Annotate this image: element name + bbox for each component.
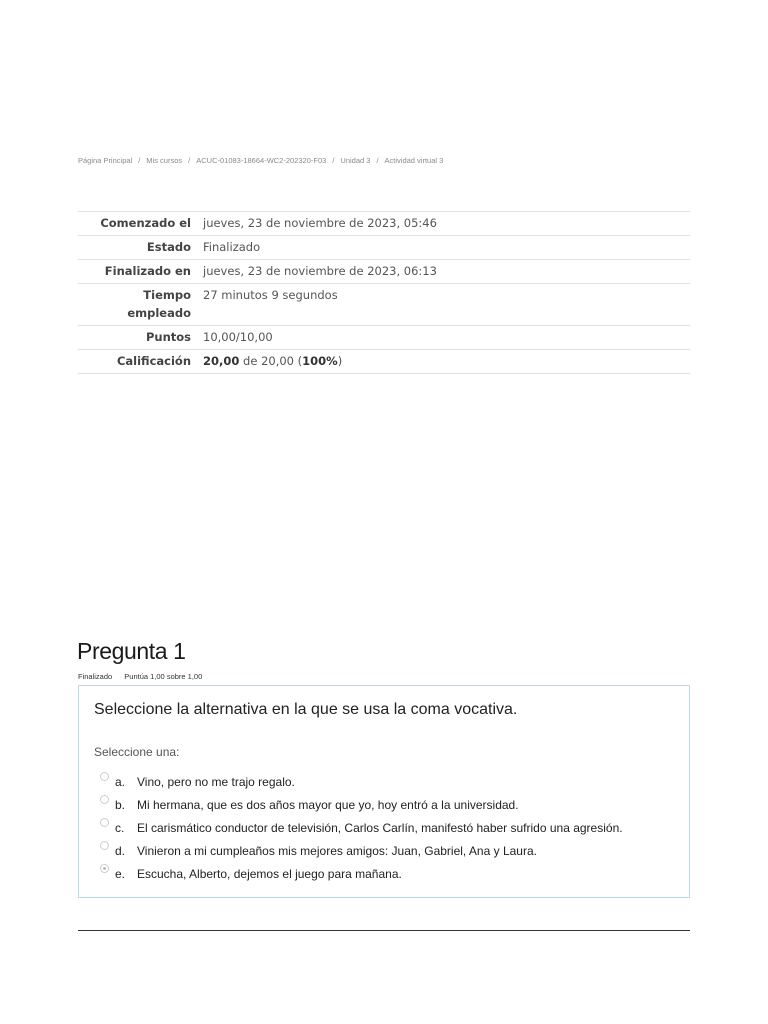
grade-score: 20,00	[203, 354, 240, 368]
answer-option-a[interactable]	[100, 770, 623, 793]
summary-row-marks	[78, 326, 690, 350]
radio-button[interactable]	[100, 772, 109, 781]
breadcrumb	[78, 156, 443, 165]
answer-text: Vino, pero no me trajo regalo.	[137, 774, 295, 789]
summary-label: Estado	[146, 240, 191, 254]
summary-label: Calificación	[116, 354, 191, 368]
breadcrumb-separator: /	[188, 156, 191, 165]
summary-row-state	[78, 236, 690, 260]
grade-close: )	[337, 354, 343, 368]
summary-value: 27 minutos 9 segundos	[203, 288, 338, 302]
answer-letter: b.	[115, 797, 126, 812]
breadcrumb-unit-link[interactable]: Unidad 3	[340, 156, 371, 165]
summary-label: Puntos	[145, 330, 191, 344]
summary-label: Finalizado en	[104, 264, 191, 278]
question-info	[78, 672, 202, 681]
summary-value: jueves, 23 de noviembre de 2023, 05:46	[203, 216, 437, 230]
question-state: Finalizado	[78, 672, 113, 681]
breadcrumb-my-courses-link[interactable]: Mis cursos	[146, 156, 183, 165]
summary-row-finished	[78, 260, 690, 284]
summary-row-started	[78, 212, 690, 236]
breadcrumb-separator: /	[376, 156, 379, 165]
summary-row-time-taken	[78, 284, 690, 326]
answer-prompt: Seleccione una:	[94, 745, 180, 759]
radio-button-selected[interactable]	[100, 864, 109, 873]
breadcrumb-separator: /	[332, 156, 335, 165]
grade-of-text: de 20,00 (	[239, 354, 303, 368]
answer-option-d[interactable]	[100, 839, 623, 862]
summary-value: Finalizado	[203, 240, 261, 254]
radio-button[interactable]	[100, 818, 109, 827]
question-title: Pregunta 1	[77, 638, 186, 664]
answer-text: Vinieron a mi cumpleaños mis mejores amigos: Juan, Gabriel, Ana y Laura.	[137, 843, 537, 858]
answer-text: Escucha, Alberto, dejemos el juego para mañana.	[137, 866, 402, 881]
breadcrumb-home-link[interactable]: Página Principal	[78, 156, 133, 165]
breadcrumb-activity-link[interactable]: Actividad virtual 3	[384, 156, 444, 165]
answer-option-b[interactable]	[100, 793, 623, 816]
summary-value: jueves, 23 de noviembre de 2023, 06:13	[203, 264, 437, 278]
answer-text: El carismático conductor de televisión, Carlos Carlín, manifestó haber sufrido una agresión.	[137, 820, 623, 835]
question-text: Seleccione la alternativa en la que se usa la coma vocativa.	[94, 701, 518, 718]
breadcrumb-separator: /	[138, 156, 141, 165]
question-content-box	[78, 685, 690, 898]
radio-button[interactable]	[100, 841, 109, 850]
answer-letter: a.	[115, 774, 126, 789]
answer-letter: e.	[115, 866, 126, 881]
summary-label: Comenzado el	[100, 216, 191, 230]
answer-letter: c.	[115, 820, 125, 835]
answer-list	[100, 770, 623, 885]
attempt-summary-table	[78, 211, 690, 374]
summary-label: Tiempo empleado	[127, 288, 191, 320]
grade-percent: 100%	[302, 354, 338, 368]
answer-option-c[interactable]	[100, 816, 623, 839]
breadcrumb-course-link[interactable]: ACUC-01083-18664-WC2-202320-F03	[196, 156, 327, 165]
summary-value: 10,00/10,00	[203, 330, 273, 344]
answer-letter: d.	[115, 843, 126, 858]
summary-grade-value	[201, 350, 690, 374]
answer-text: Mi hermana, que es dos años mayor que yo, hoy entró a la universidad.	[137, 797, 519, 812]
question-grade: Puntúa 1,00 sobre 1,00	[124, 672, 203, 681]
divider	[78, 930, 690, 931]
answer-option-e[interactable]	[100, 862, 623, 885]
summary-row-grade	[78, 350, 690, 374]
radio-button[interactable]	[100, 795, 109, 804]
